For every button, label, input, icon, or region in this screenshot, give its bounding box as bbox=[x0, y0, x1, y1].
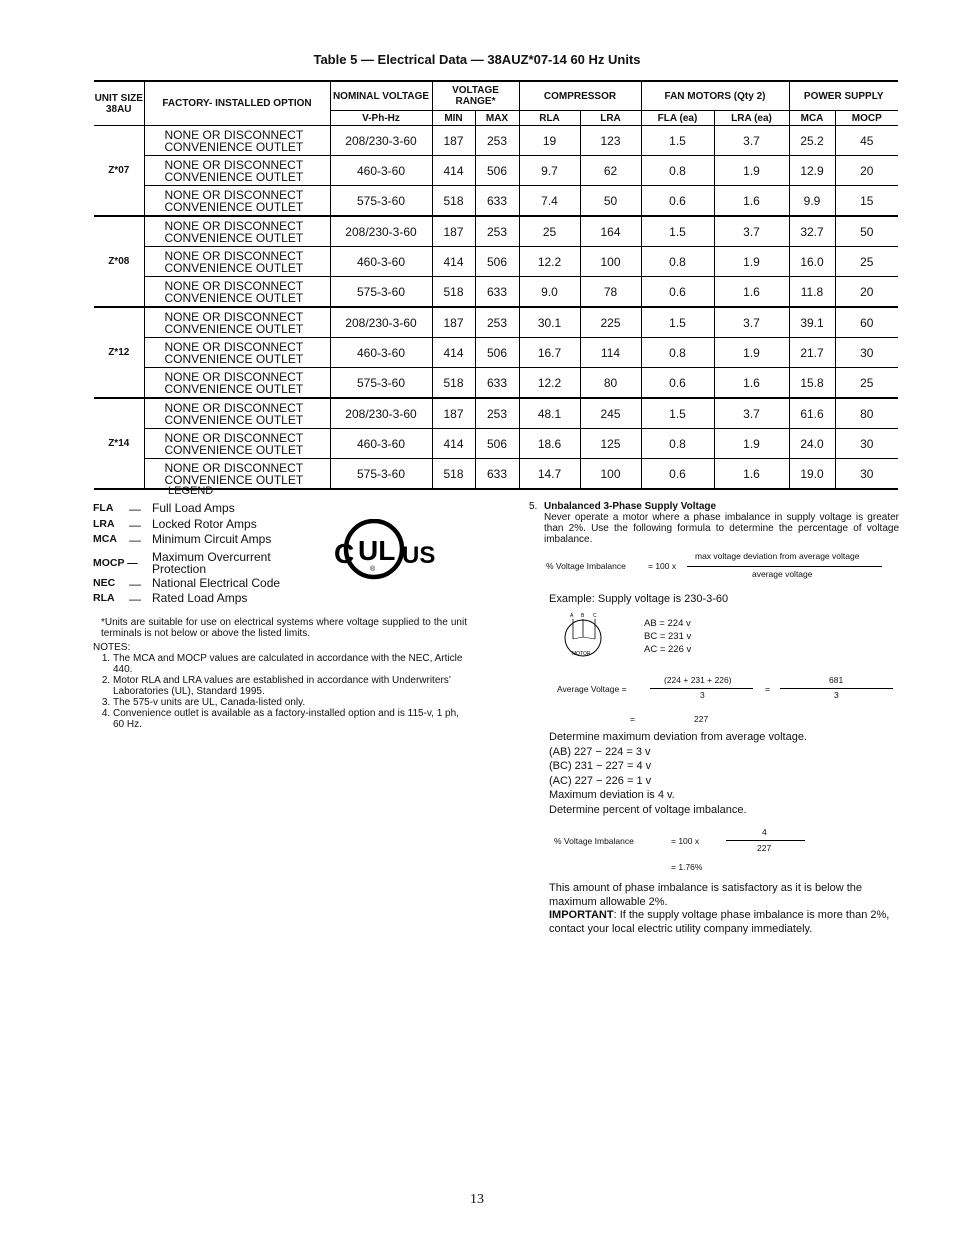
data-cell: 187 bbox=[432, 307, 475, 338]
legend-title: LEGEND bbox=[168, 485, 214, 497]
option-line-1: NONE OR DISCONNECT bbox=[164, 157, 304, 172]
motor-label-c: C bbox=[593, 613, 597, 619]
calc-fraction-line bbox=[726, 840, 805, 841]
legend-def bbox=[152, 551, 271, 575]
data-cell: 506 bbox=[475, 338, 519, 368]
legend-abbr: FLA bbox=[93, 502, 114, 514]
ul-listed-logo bbox=[332, 519, 440, 581]
data-cell: 1.6 bbox=[714, 368, 789, 399]
data-cell: 0.6 bbox=[641, 277, 714, 308]
option-line-1: NONE OR DISCONNECT bbox=[164, 460, 304, 475]
header-fla-ea: FLA (ea) bbox=[641, 111, 714, 126]
data-cell: 16.0 bbox=[789, 247, 835, 277]
note-item: 3. The 575-v units are UL, Canada-listed only. bbox=[113, 697, 467, 708]
avg-fraction-line bbox=[650, 688, 753, 689]
note-item: 1. The MCA and MOCP values are calculated in accordance with the NEC, Article 440. bbox=[113, 653, 467, 675]
option-line-2: CONVENIENCE OUTLET bbox=[164, 290, 304, 305]
option-line-2: CONVENIENCE OUTLET bbox=[164, 199, 304, 214]
legend-dash: — bbox=[129, 533, 141, 548]
step-line: Determine maximum deviation from average voltage. bbox=[549, 731, 808, 743]
legend-def: National Electrical Code bbox=[152, 575, 281, 590]
data-cell: 253 bbox=[475, 307, 519, 338]
option-cell bbox=[144, 398, 330, 429]
avg-eq-2: = bbox=[630, 714, 635, 724]
notes-block bbox=[93, 617, 467, 730]
voltage-readings bbox=[644, 617, 691, 656]
formula-eq: = 100 x bbox=[648, 561, 677, 571]
data-cell: 225 bbox=[580, 307, 641, 338]
data-cell: 0.8 bbox=[641, 156, 714, 186]
data-cell: 1.5 bbox=[641, 307, 714, 338]
formula-denominator: average voltage bbox=[752, 569, 813, 579]
section-number: 5. bbox=[529, 501, 538, 512]
option-line-1: NONE OR DISCONNECT bbox=[164, 430, 304, 445]
table-row bbox=[94, 156, 898, 186]
data-cell: 633 bbox=[475, 459, 519, 490]
data-cell: 100 bbox=[580, 459, 641, 490]
data-cell: 414 bbox=[432, 429, 475, 459]
avg-eq: = bbox=[765, 684, 770, 694]
option-line-1: NONE OR DISCONNECT bbox=[164, 187, 304, 202]
option-line-1: NONE OR DISCONNECT bbox=[164, 309, 304, 324]
ul-logo-c: C bbox=[334, 538, 355, 569]
header-power-supply: POWER SUPPLY bbox=[789, 81, 898, 111]
legend-dash: — bbox=[129, 592, 141, 607]
unit-size-cell: Z*07 bbox=[94, 126, 144, 217]
header-unit-size: UNIT SIZE 38AU bbox=[94, 81, 144, 126]
option-line-1: NONE OR DISCONNECT bbox=[164, 278, 304, 293]
data-cell: 518 bbox=[432, 277, 475, 308]
data-cell: 24.0 bbox=[789, 429, 835, 459]
formula-fraction-line bbox=[687, 566, 882, 567]
option-line-1: NONE OR DISCONNECT bbox=[164, 400, 304, 415]
data-cell: 414 bbox=[432, 156, 475, 186]
data-cell: 3.7 bbox=[714, 398, 789, 429]
avg-numerator: (224 + 231 + 226) bbox=[664, 675, 732, 685]
data-cell: 60 bbox=[835, 307, 898, 338]
legend-abbr: NEC bbox=[93, 576, 116, 589]
data-cell: 19.0 bbox=[789, 459, 835, 490]
data-cell: 30 bbox=[835, 459, 898, 490]
data-cell: 32.7 bbox=[789, 216, 835, 247]
notes-title: NOTES: bbox=[93, 642, 131, 653]
data-cell: 11.8 bbox=[789, 277, 835, 308]
option-cell bbox=[144, 186, 330, 217]
data-cell: 61.6 bbox=[789, 398, 835, 429]
calc-label: % Voltage Imbalance bbox=[554, 836, 634, 846]
option-cell bbox=[144, 156, 330, 186]
data-cell: 45 bbox=[835, 126, 898, 156]
data-cell: 0.6 bbox=[641, 368, 714, 399]
table-row bbox=[94, 429, 898, 459]
data-cell: 1.5 bbox=[641, 216, 714, 247]
legend-dash: — bbox=[129, 517, 141, 532]
data-cell: 25.2 bbox=[789, 126, 835, 156]
data-cell: 208/230-3-60 bbox=[330, 126, 432, 156]
motor-diagram bbox=[561, 611, 609, 661]
data-cell: 518 bbox=[432, 186, 475, 217]
avg-numerator-2: 681 bbox=[829, 675, 844, 685]
legend-def: Minimum Circuit Amps bbox=[152, 532, 272, 547]
avg-result: 227 bbox=[694, 714, 709, 724]
data-cell: 1.5 bbox=[641, 126, 714, 156]
legend-dash: — bbox=[129, 502, 141, 516]
option-line-2: CONVENIENCE OUTLET bbox=[164, 139, 304, 154]
data-cell: 0.6 bbox=[641, 459, 714, 490]
conclusion-block bbox=[549, 882, 894, 936]
ul-logo-us: US bbox=[402, 542, 436, 569]
data-cell: 50 bbox=[835, 216, 898, 247]
header-mocp: MOCP bbox=[835, 111, 898, 126]
legend-def: Locked Rotor Amps bbox=[152, 516, 257, 531]
data-cell: 9.9 bbox=[789, 186, 835, 217]
formula-numerator: max voltage deviation from average voltage bbox=[695, 551, 860, 561]
table-row bbox=[94, 368, 898, 399]
header-lra-ea: LRA (ea) bbox=[714, 111, 789, 126]
option-line-2: CONVENIENCE OUTLET bbox=[164, 321, 304, 336]
step-line: (AC) 227 − 226 = 1 v bbox=[549, 774, 652, 787]
data-cell: 39.1 bbox=[789, 307, 835, 338]
data-cell: 16.7 bbox=[519, 338, 580, 368]
data-cell: 78 bbox=[580, 277, 641, 308]
important-label: IMPORTANT bbox=[549, 909, 614, 921]
legend-def: Rated Load Amps bbox=[152, 591, 248, 606]
data-cell: 575-3-60 bbox=[330, 186, 432, 217]
motor-label-b: B bbox=[581, 613, 585, 619]
step-line: Determine percent of voltage imbalance. bbox=[549, 803, 747, 816]
important-text: : If the supply voltage phase imbalance is more than 2%, contact your local electric utility company immediately. bbox=[549, 909, 890, 935]
reading-ac: AC = 226 v bbox=[644, 644, 692, 655]
ul-logo-mark: UL bbox=[358, 535, 396, 566]
voltage-imbalance-section bbox=[529, 501, 899, 545]
data-cell: 25 bbox=[835, 368, 898, 399]
reading-bc: BC = 231 v bbox=[644, 631, 692, 642]
data-cell: 460-3-60 bbox=[330, 429, 432, 459]
data-cell: 20 bbox=[835, 277, 898, 308]
data-cell: 460-3-60 bbox=[330, 338, 432, 368]
data-cell: 80 bbox=[835, 398, 898, 429]
data-cell: 80 bbox=[580, 368, 641, 399]
calc-denominator: 227 bbox=[757, 843, 772, 853]
legend-def: Full Load Amps bbox=[152, 501, 235, 515]
data-cell: 9.0 bbox=[519, 277, 580, 308]
table-row bbox=[94, 398, 898, 429]
table-title: Table 5 — Electrical Data — 38AUZ*07-14 60 Hz Units bbox=[313, 52, 641, 67]
data-cell: 253 bbox=[475, 126, 519, 156]
data-cell: 506 bbox=[475, 429, 519, 459]
data-cell: 1.6 bbox=[714, 186, 789, 217]
data-cell: 1.9 bbox=[714, 429, 789, 459]
data-cell: 114 bbox=[580, 338, 641, 368]
data-cell: 253 bbox=[475, 216, 519, 247]
header-mca: MCA bbox=[789, 111, 835, 126]
data-cell: 12.2 bbox=[519, 247, 580, 277]
legend-def-line1: Maximum Overcurrent bbox=[152, 549, 271, 564]
header-nominal-voltage: NOMINAL VOLTAGE bbox=[330, 81, 432, 111]
data-cell: 14.7 bbox=[519, 459, 580, 490]
legend bbox=[93, 502, 280, 608]
calc-eq: = 100 x bbox=[671, 836, 700, 846]
data-cell: 1.5 bbox=[641, 398, 714, 429]
data-cell: 19 bbox=[519, 126, 580, 156]
ul-logo-reg: ® bbox=[370, 566, 376, 573]
option-cell bbox=[144, 429, 330, 459]
electrical-data-table bbox=[94, 80, 898, 490]
data-cell: 208/230-3-60 bbox=[330, 307, 432, 338]
header-voltage-range: VOLTAGE RANGE* bbox=[432, 81, 519, 111]
option-line-2: CONVENIENCE OUTLET bbox=[164, 169, 304, 184]
legend-abbr bbox=[93, 557, 152, 569]
table-row bbox=[94, 307, 898, 338]
data-cell: 30 bbox=[835, 429, 898, 459]
avg-denominator-2: 3 bbox=[834, 690, 839, 700]
table-row bbox=[94, 338, 898, 368]
calc-numerator: 4 bbox=[762, 827, 767, 837]
data-cell: 575-3-60 bbox=[330, 277, 432, 308]
option-line-1: NONE OR DISCONNECT bbox=[164, 369, 304, 384]
data-cell: 25 bbox=[835, 247, 898, 277]
header-lra: LRA bbox=[580, 111, 641, 126]
data-cell: 208/230-3-60 bbox=[330, 398, 432, 429]
legend-abbr: RLA bbox=[93, 592, 115, 605]
option-cell bbox=[144, 368, 330, 399]
calc-result: = 1.76% bbox=[671, 862, 703, 872]
data-cell: 15.8 bbox=[789, 368, 835, 399]
data-cell: 414 bbox=[432, 247, 475, 277]
table-row bbox=[94, 277, 898, 308]
section-text: Never operate a motor where a phase imbalance in supply voltage is greater than 2%. Use the following formula to determine the percentage of voltage imbalance. bbox=[544, 512, 899, 545]
option-cell bbox=[144, 307, 330, 338]
data-cell: 633 bbox=[475, 277, 519, 308]
data-cell: 633 bbox=[475, 368, 519, 399]
conclusion-text: This amount of phase imbalance is satisfactory as it is below the maximum allowable 2%. bbox=[549, 882, 863, 908]
data-cell: 575-3-60 bbox=[330, 368, 432, 399]
unit-size-cell: Z*08 bbox=[94, 216, 144, 307]
table-row bbox=[94, 186, 898, 217]
data-cell: 3.7 bbox=[714, 307, 789, 338]
header-vphhz: V-Ph-Hz bbox=[330, 111, 432, 126]
option-line-2: CONVENIENCE OUTLET bbox=[164, 230, 304, 245]
data-cell: 1.6 bbox=[714, 459, 789, 490]
option-line-2: CONVENIENCE OUTLET bbox=[164, 442, 304, 457]
step-line: Maximum deviation is 4 v. bbox=[549, 789, 675, 801]
data-cell: 48.1 bbox=[519, 398, 580, 429]
note-item: 2. Motor RLA and LRA values are established in accordance with Underwriters’ Laboratories (UL), Standard 1995. bbox=[113, 675, 467, 697]
data-cell: 123 bbox=[580, 126, 641, 156]
data-cell: 518 bbox=[432, 368, 475, 399]
data-cell: 0.8 bbox=[641, 247, 714, 277]
data-cell: 1.9 bbox=[714, 247, 789, 277]
option-line-2: CONVENIENCE OUTLET bbox=[164, 412, 304, 427]
motor-label: MOTOR bbox=[572, 651, 591, 657]
step-line: (AB) 227 − 224 = 3 v bbox=[549, 745, 651, 758]
header-fan-motors: FAN MOTORS (Qty 2) bbox=[641, 81, 789, 111]
data-cell: 0.8 bbox=[641, 338, 714, 368]
option-line-2: CONVENIENCE OUTLET bbox=[164, 260, 304, 275]
page-number: 13 bbox=[470, 1192, 484, 1207]
data-cell: 460-3-60 bbox=[330, 156, 432, 186]
data-cell: 164 bbox=[580, 216, 641, 247]
step-line: (BC) 231 − 227 = 4 v bbox=[549, 760, 652, 772]
legend-dash: — bbox=[129, 576, 141, 591]
header-rla: RLA bbox=[519, 111, 580, 126]
option-line-2: CONVENIENCE OUTLET bbox=[164, 472, 304, 487]
legend-def-line2: Protection bbox=[152, 561, 207, 576]
data-cell: 125 bbox=[580, 429, 641, 459]
section-heading: Unbalanced 3-Phase Supply Voltage bbox=[544, 501, 717, 512]
data-cell: 1.9 bbox=[714, 156, 789, 186]
data-cell: 3.7 bbox=[714, 216, 789, 247]
data-cell: 187 bbox=[432, 398, 475, 429]
option-cell bbox=[144, 216, 330, 247]
legend-abbr: MCA bbox=[93, 533, 117, 546]
data-cell: 21.7 bbox=[789, 338, 835, 368]
data-cell: 253 bbox=[475, 398, 519, 429]
avg-label: Average Voltage = bbox=[557, 684, 627, 694]
avg-denominator: 3 bbox=[700, 690, 705, 700]
table-row bbox=[94, 459, 898, 490]
table-row bbox=[94, 126, 898, 156]
data-cell: 9.7 bbox=[519, 156, 580, 186]
option-line-1: NONE OR DISCONNECT bbox=[164, 248, 304, 263]
option-line-1: NONE OR DISCONNECT bbox=[164, 127, 304, 142]
table-row bbox=[94, 216, 898, 247]
formula-label: % Voltage Imbalance bbox=[546, 561, 626, 571]
data-cell: 187 bbox=[432, 126, 475, 156]
header-min: MIN bbox=[432, 111, 475, 126]
data-cell: 15 bbox=[835, 186, 898, 217]
data-cell: 506 bbox=[475, 247, 519, 277]
table-row bbox=[94, 247, 898, 277]
data-cell: 30.1 bbox=[519, 307, 580, 338]
data-cell: 633 bbox=[475, 186, 519, 217]
table-body bbox=[94, 126, 898, 490]
example-text: Example: Supply voltage is 230-3-60 bbox=[549, 593, 729, 605]
footnote: *Units are suitable for use on electrical systems where voltage supplied to the unit terminals is not below or above the listed limits. bbox=[101, 617, 467, 639]
data-cell: 25 bbox=[519, 216, 580, 247]
data-cell: 0.6 bbox=[641, 186, 714, 217]
data-cell: 506 bbox=[475, 156, 519, 186]
data-cell: 12.9 bbox=[789, 156, 835, 186]
note-item: 4. Convenience outlet is available as a factory-installed option and is 115-v, 1 ph, 60 Hz. bbox=[113, 708, 467, 730]
data-cell: 460-3-60 bbox=[330, 247, 432, 277]
header-factory-option: FACTORY- INSTALLED OPTION bbox=[144, 81, 330, 126]
option-cell bbox=[144, 126, 330, 156]
legend-abbr: LRA bbox=[93, 517, 115, 530]
legend-dash: — bbox=[127, 556, 138, 569]
option-cell bbox=[144, 277, 330, 308]
option-line-1: NONE OR DISCONNECT bbox=[164, 339, 304, 354]
data-cell: 100 bbox=[580, 247, 641, 277]
data-cell: 3.7 bbox=[714, 126, 789, 156]
data-cell: 62 bbox=[580, 156, 641, 186]
avg-fraction-line-2 bbox=[780, 688, 893, 689]
legend-abbr-text: MOCP bbox=[93, 556, 125, 569]
data-cell: 20 bbox=[835, 156, 898, 186]
data-cell: 245 bbox=[580, 398, 641, 429]
option-line-2: CONVENIENCE OUTLET bbox=[164, 351, 304, 366]
option-cell bbox=[144, 338, 330, 368]
motor-label-a: A bbox=[570, 613, 574, 619]
data-cell: 187 bbox=[432, 216, 475, 247]
option-line-1: NONE OR DISCONNECT bbox=[164, 218, 304, 233]
header-max: MAX bbox=[475, 111, 519, 126]
unit-size-cell: Z*14 bbox=[94, 398, 144, 489]
reading-ab: AB = 224 v bbox=[644, 618, 691, 629]
data-cell: 414 bbox=[432, 338, 475, 368]
data-cell: 0.8 bbox=[641, 429, 714, 459]
data-cell: 1.6 bbox=[714, 277, 789, 308]
steps-block bbox=[549, 730, 807, 817]
data-cell: 30 bbox=[835, 338, 898, 368]
data-cell: 1.9 bbox=[714, 338, 789, 368]
data-cell: 575-3-60 bbox=[330, 459, 432, 490]
data-cell: 12.2 bbox=[519, 368, 580, 399]
option-line-2: CONVENIENCE OUTLET bbox=[164, 381, 304, 396]
data-cell: 18.6 bbox=[519, 429, 580, 459]
data-cell: 50 bbox=[580, 186, 641, 217]
data-cell: 518 bbox=[432, 459, 475, 490]
important-note bbox=[549, 909, 894, 936]
data-cell: 208/230-3-60 bbox=[330, 216, 432, 247]
option-cell bbox=[144, 247, 330, 277]
header-compressor: COMPRESSOR bbox=[519, 81, 641, 111]
unit-size-cell: Z*12 bbox=[94, 307, 144, 398]
data-cell: 7.4 bbox=[519, 186, 580, 217]
